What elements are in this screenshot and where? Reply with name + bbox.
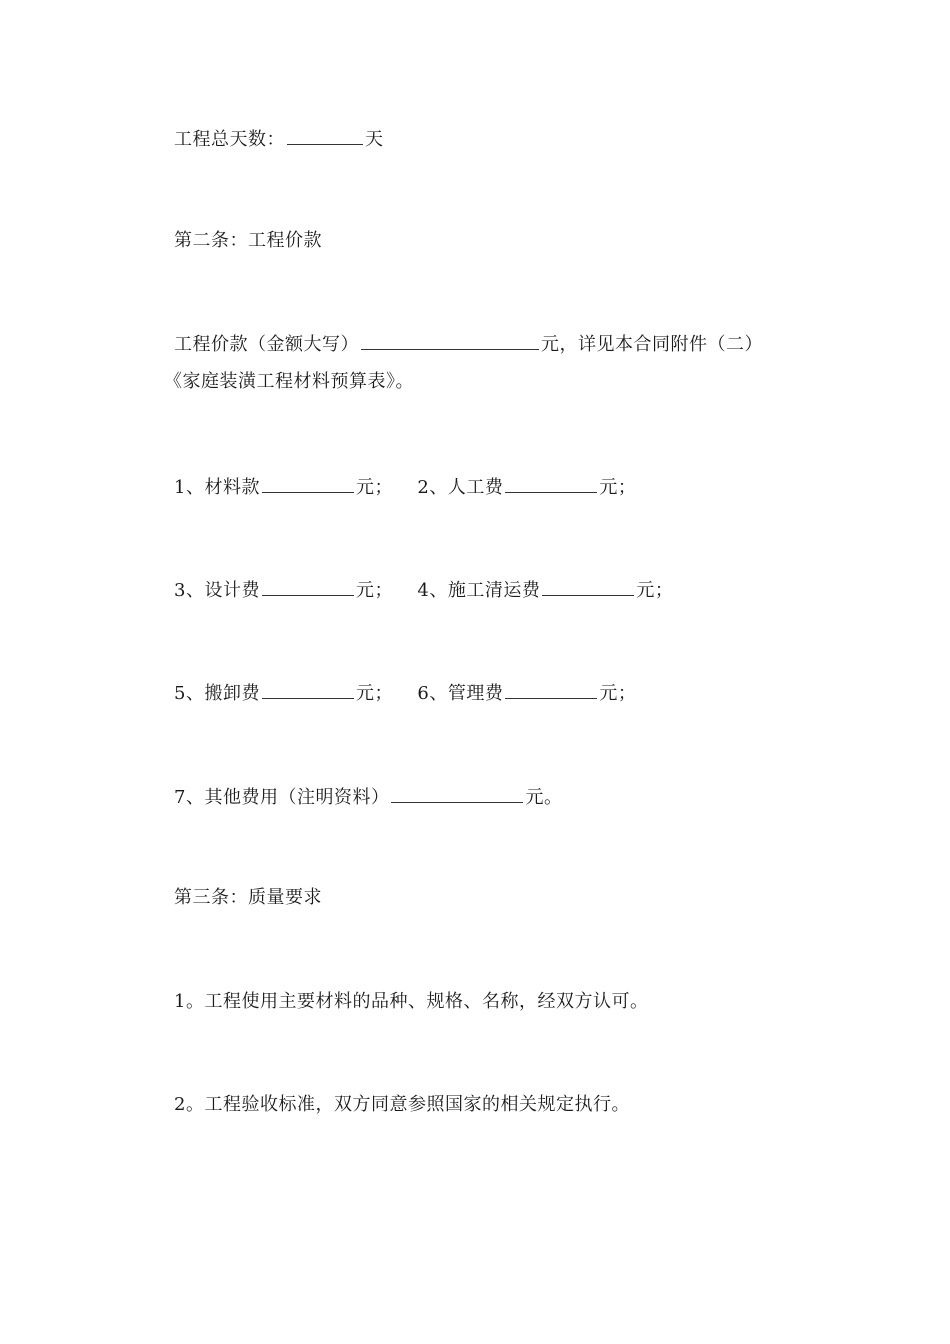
- item-handling-unit: 元；: [355, 683, 393, 704]
- items-row-2: [174, 577, 673, 603]
- article-3-title: 第三条：质量要求: [174, 887, 322, 908]
- item-cleanup-unit: 元；: [636, 580, 674, 601]
- total-days-line: [174, 126, 384, 152]
- total-days-label: 工程总天数：: [174, 129, 285, 150]
- price-after: 元，详见本合同附件（二）: [541, 334, 763, 355]
- item-management-unit: 元；: [599, 683, 637, 704]
- price-line: [174, 331, 763, 357]
- quality-item-1: 1。工程使用主要材料的品种、规格、名称，经双方认可。: [174, 991, 649, 1012]
- item-material-blank[interactable]: [262, 474, 354, 493]
- item-labor-label: 2、人工费: [417, 477, 504, 498]
- price-label: 工程价款（金额大写）: [174, 334, 359, 355]
- price-blank[interactable]: [361, 331, 539, 350]
- item-design-unit: 元；: [355, 580, 393, 601]
- item-design-blank[interactable]: [262, 577, 354, 596]
- other-fee-label: 7、其他费用（注明资料）: [174, 787, 390, 808]
- item-cleanup-label: 4、施工清运费: [417, 580, 541, 601]
- item-handling-label: 5、搬卸费: [174, 683, 260, 704]
- item-material-unit: 元；: [355, 477, 393, 498]
- price-line-2: 《家庭装潢工程材料预算表》。: [164, 371, 414, 392]
- item-labor-blank[interactable]: [505, 474, 597, 493]
- item-labor-unit: 元；: [599, 477, 637, 498]
- items-row-3: [174, 680, 636, 706]
- items-row-1: [174, 474, 636, 500]
- item-management-label: 6、管理费: [417, 683, 504, 704]
- item-design-label: 3、设计费: [174, 580, 260, 601]
- item-material-label: 1、材料款: [174, 477, 260, 498]
- item-cleanup-blank[interactable]: [542, 577, 634, 596]
- other-fee-blank[interactable]: [391, 784, 523, 803]
- other-fee-line: [174, 784, 562, 810]
- article-2-title: 第二条：工程价款: [174, 230, 322, 251]
- other-fee-unit: 元。: [525, 787, 563, 808]
- total-days-blank[interactable]: [287, 126, 363, 145]
- item-management-blank[interactable]: [505, 680, 597, 699]
- item-handling-blank[interactable]: [262, 680, 354, 699]
- quality-item-2: 2。工程验收标准，双方同意参照国家的相关规定执行。: [174, 1094, 630, 1115]
- total-days-unit: 天: [365, 129, 384, 150]
